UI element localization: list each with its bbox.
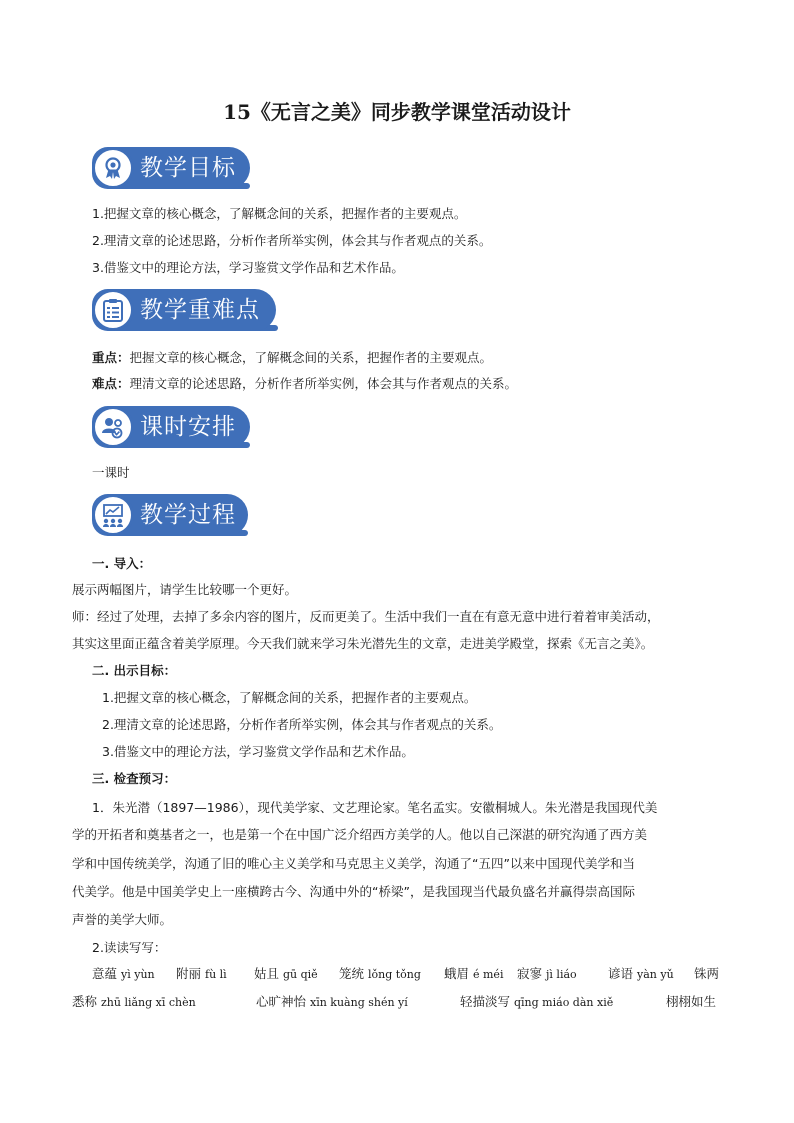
vocab-item: 轻描淡写 qīng miáo dàn xiě bbox=[460, 994, 614, 1009]
vocab-item: 意蕴 yì yùn bbox=[92, 966, 155, 981]
clipboard-icon bbox=[92, 289, 134, 331]
goal-item: 1.把握文章的核心概念，了解概念间的关系，把握作者的主要观点。 bbox=[102, 690, 477, 705]
vocab-item: 铢两 bbox=[694, 966, 720, 981]
keypoint-text: 把握文章的核心概念，了解概念间的关系，把握作者的主要观点。 bbox=[129, 350, 493, 365]
vocab-item: 谚语 yàn yǔ bbox=[608, 966, 674, 981]
keypoint-text: 理清文章的论述思路，分析作者所举实例，体会其与作者观点的关系。 bbox=[129, 376, 518, 391]
award-icon bbox=[92, 147, 134, 189]
paragraph-line: 展示两幅图片，请学生比较哪一个更好。 bbox=[72, 582, 298, 597]
section-title: 教学过程 bbox=[140, 502, 236, 528]
vocab-item: 心旷神怡 xīn kuàng shén yí bbox=[256, 994, 408, 1009]
keypoint-zhongdian bbox=[92, 350, 492, 366]
paragraph-line: 1．朱光潜（1897—1986），现代美学家、文艺理论家。笔名孟实。安徽桐城人。朱光潜是我国现代美 bbox=[92, 800, 658, 815]
people-icon bbox=[92, 406, 134, 448]
paragraph-line: 声誉的美学大师。 bbox=[72, 912, 173, 927]
paragraph-line: 师：经过了处理，去掉了多余内容的图片，反而更美了。生活中我们一直在有意无意中进行着着审美活动， bbox=[72, 609, 660, 624]
paragraph-line: 代美学。他是中国美学史上一座横跨古今、沟通中外的“桥梁”，是我国现当代最负盛名并赢得崇高国际 bbox=[72, 884, 635, 899]
keypoint-nandian bbox=[92, 376, 517, 392]
vocab-item: 蛾眉 é méi bbox=[444, 966, 504, 981]
presentation-icon bbox=[92, 494, 134, 536]
vocab-item: 姑且 gū qiě bbox=[254, 966, 318, 981]
vocab-item: 笼统 lǒng tǒng bbox=[339, 966, 421, 981]
vocab-item: 寂寥 jì liáo bbox=[517, 966, 577, 981]
goal-item: 3.借鉴文中的理论方法，学习鉴赏文学作品和艺术作品。 bbox=[102, 744, 414, 759]
process-heading-1: 一. 导入： bbox=[92, 556, 152, 571]
keypoint-label: 重点： bbox=[92, 350, 130, 365]
section-title: 教学重难点 bbox=[140, 297, 260, 323]
goal-item: 3.借鉴文中的理论方法，学习鉴赏文学作品和艺术作品。 bbox=[92, 260, 404, 275]
section-title: 教学目标 bbox=[140, 155, 236, 181]
vocab-item: 悉称 zhū liǎng xī chèn bbox=[72, 994, 196, 1009]
paragraph-line: 其实这里面正蕴含着美学原理。今天我们就来学习朱光潜先生的文章，走进美学殿堂，探索《无言之美》。 bbox=[72, 636, 654, 651]
schedule-text: 一课时 bbox=[92, 465, 130, 480]
document-title: 15《无言之美》同步教学课堂活动设计 bbox=[223, 100, 571, 124]
vocab-item: 附丽 fù lì bbox=[176, 966, 227, 981]
keypoint-label: 难点： bbox=[92, 376, 130, 391]
paragraph-line: 学的开拓者和奠基者之一，也是第一个在中国广泛介绍西方美学的人。他以自己深湛的研究沟通了西方美 bbox=[72, 827, 648, 842]
vocab-item: 栩栩如生 bbox=[666, 994, 717, 1009]
goal-item: 2.理清文章的论述思路，分析作者所举实例，体会其与作者观点的关系。 bbox=[92, 233, 492, 248]
goal-item: 2.理清文章的论述思路，分析作者所举实例，体会其与作者观点的关系。 bbox=[102, 717, 502, 732]
goal-item: 1.把握文章的核心概念，了解概念间的关系，把握作者的主要观点。 bbox=[92, 206, 467, 221]
process-heading-4: 2.读读写写： bbox=[92, 940, 167, 955]
section-title: 课时安排 bbox=[140, 414, 236, 440]
process-heading-3: 三. 检查预习： bbox=[92, 771, 177, 786]
paragraph-line: 学和中国传统美学，沟通了旧的唯心主义美学和马克思主义美学，沟通了“五四”以来中国现代美学和当 bbox=[72, 856, 635, 871]
process-heading-2: 二. 出示目标： bbox=[92, 663, 177, 678]
